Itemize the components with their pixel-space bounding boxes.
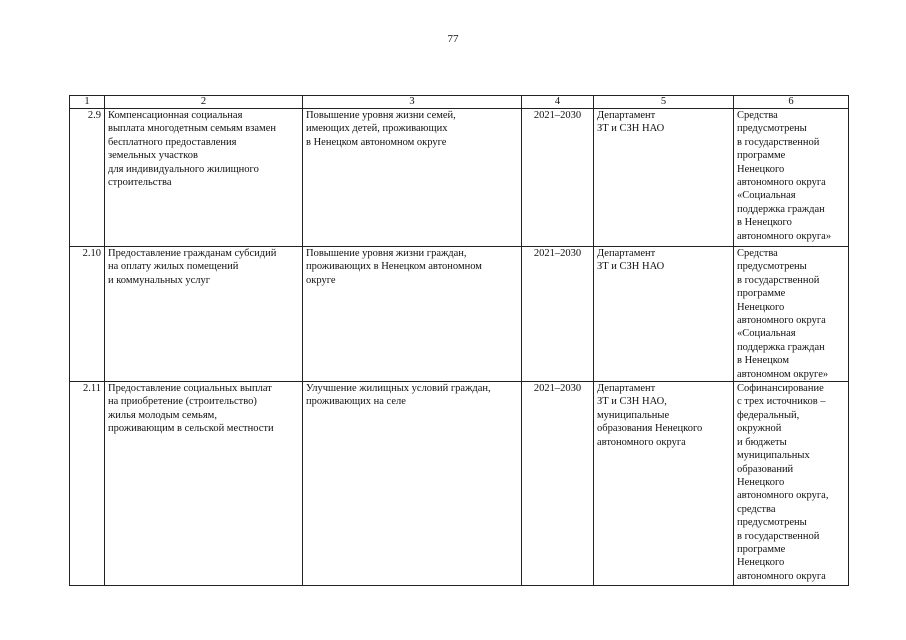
measure-line: жилья молодым семьям, (108, 409, 217, 421)
funding-cell (734, 247, 849, 382)
funding-line: в государственной (737, 136, 820, 148)
header-row (70, 96, 849, 109)
table-row (70, 247, 849, 382)
funding-line: автономном округе» (737, 368, 829, 380)
result-cell (303, 382, 522, 586)
result-line: Улучшение жилищных условий граждан, (306, 383, 491, 395)
executor-line: ЗТ и СЗН НАО (597, 123, 665, 135)
header-col-1: 1 (70, 96, 105, 109)
table-row (70, 109, 849, 247)
measure-line: строительства (108, 177, 172, 189)
executor-cell (594, 382, 734, 586)
funding-line: Средства (737, 110, 778, 121)
measures-table (69, 95, 849, 586)
funding-line: программе (737, 288, 786, 300)
funding-line: средства (737, 503, 776, 515)
executor-cell (594, 247, 734, 382)
row-number: 2.9 (70, 109, 105, 247)
executor-line: автономного округа (597, 436, 686, 448)
result-line: проживающих на селе (306, 396, 406, 408)
header-col-2: 2 (105, 96, 303, 109)
header-col-3: 3 (303, 96, 522, 109)
page-number: 77 (447, 33, 459, 45)
measure-line: Предоставление социальных выплат (108, 383, 272, 395)
executor-line: Департамент (597, 383, 656, 395)
funding-line: предусмотрены (737, 123, 807, 135)
funding-line: программе (737, 543, 786, 555)
funding-line: автономного округа, (737, 490, 829, 502)
header-col-4: 4 (522, 96, 594, 109)
measure-line: бесплатного предоставления (108, 136, 237, 148)
funding-line: и бюджеты (737, 436, 787, 448)
measure-line: на приобретение (строительство) (108, 396, 257, 408)
funding-line: программе (737, 150, 786, 162)
funding-line: Ненецкого (737, 301, 785, 313)
result-cell (303, 109, 522, 247)
executor-line: ЗТ и СЗН НАО, (597, 396, 667, 408)
row-number: 2.11 (70, 382, 105, 586)
period-cell: 2021–2030 (522, 382, 594, 586)
header-col-6: 6 (734, 96, 849, 109)
result-line: округе (306, 274, 336, 286)
funding-line: муниципальных (737, 450, 810, 462)
period-cell: 2021–2030 (522, 109, 594, 247)
table-row (70, 382, 849, 586)
period-cell: 2021–2030 (522, 247, 594, 382)
result-line: имеющих детей, проживающих (306, 123, 448, 135)
measure-line: для индивидуального жилищного (108, 163, 259, 175)
funding-line: «Социальная (737, 328, 796, 340)
funding-line: федеральный, (737, 409, 800, 421)
funding-line: автономного округа (737, 315, 826, 327)
result-line: проживающих в Ненецком автономном (306, 261, 482, 273)
funding-line: автономного округа (737, 570, 826, 582)
result-cell (303, 247, 522, 382)
executor-line: образования Ненецкого (597, 423, 703, 435)
measure-line: и коммунальных услуг (108, 274, 211, 286)
measure-line: Предоставление гражданам субсидий (108, 248, 277, 259)
header-col-5: 5 (594, 96, 734, 109)
funding-line: предусмотрены (737, 261, 807, 273)
funding-line: Ненецкого (737, 557, 785, 569)
funding-line: автономного округа (737, 177, 826, 189)
measure-line: на оплату жилых помещений (108, 261, 239, 273)
funding-line: поддержка граждан (737, 341, 825, 353)
funding-line: Софинансирование (737, 383, 824, 395)
funding-line: автономного округа» (737, 230, 832, 242)
funding-cell (734, 382, 849, 586)
executor-line: ЗТ и СЗН НАО (597, 261, 665, 273)
measure-line: земельных участков (108, 150, 198, 162)
measure-line: выплата многодетным семьям взамен (108, 123, 276, 135)
funding-cell (734, 109, 849, 247)
result-line: в Ненецком автономном округе (306, 136, 447, 148)
funding-line: в Ненецком (737, 355, 789, 367)
funding-line: в Ненецкого (737, 217, 792, 229)
measure-cell (105, 382, 303, 586)
result-line: Повышение уровня жизни граждан, (306, 248, 467, 259)
measure-cell (105, 109, 303, 247)
row-number: 2.10 (70, 247, 105, 382)
funding-line: Ненецкого (737, 476, 785, 488)
funding-line: в государственной (737, 530, 820, 542)
funding-line: Средства (737, 248, 778, 259)
funding-line: с трех источников – (737, 396, 826, 408)
funding-line: Ненецкого (737, 163, 785, 175)
funding-line: поддержка граждан (737, 203, 825, 215)
measure-line: проживающим в сельской местности (108, 423, 274, 435)
funding-line: образований (737, 463, 794, 475)
measure-cell (105, 247, 303, 382)
executor-cell (594, 109, 734, 247)
executor-line: муниципальные (597, 409, 670, 421)
funding-line: окружной (737, 423, 782, 435)
executor-line: Департамент (597, 248, 656, 259)
measure-line: Компенсационная социальная (108, 110, 243, 121)
funding-line: в государственной (737, 274, 820, 286)
funding-line: «Социальная (737, 190, 796, 202)
result-line: Повышение уровня жизни семей, (306, 110, 456, 121)
funding-line: предусмотрены (737, 517, 807, 529)
executor-line: Департамент (597, 110, 656, 121)
